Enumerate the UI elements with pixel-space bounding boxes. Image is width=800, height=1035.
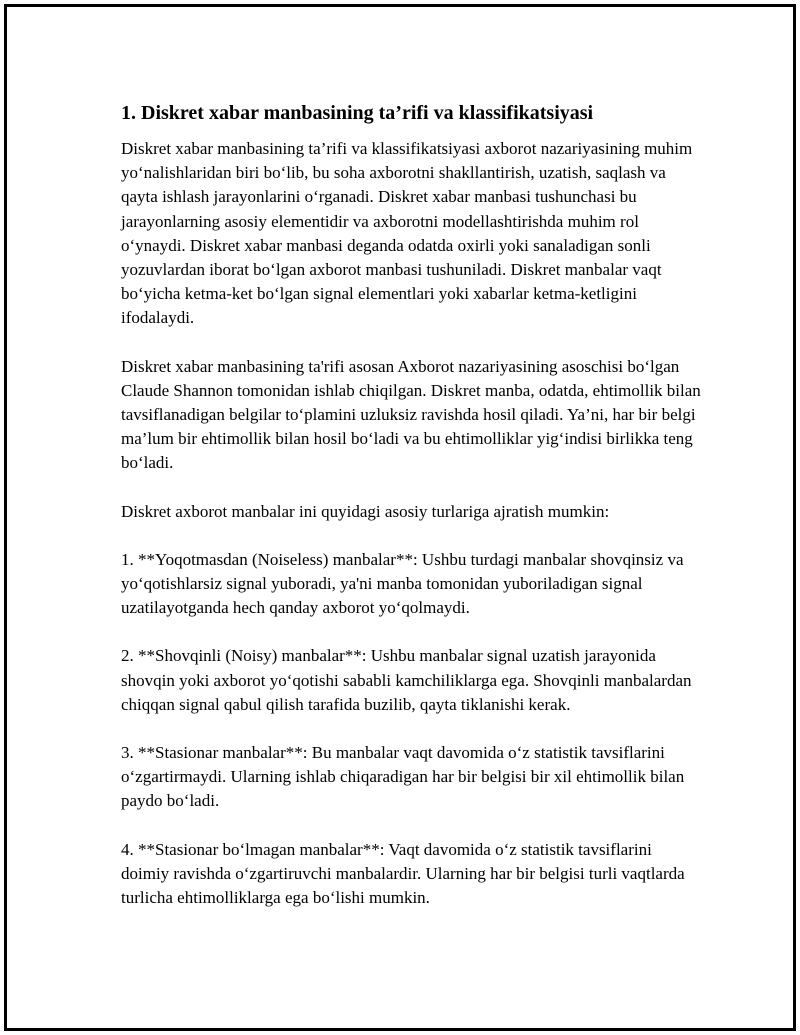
- paragraph-shannon: Diskret xabar manbasining ta'rifi asosan Axborot nazariyasining asoschisi bo‘lgan Claude Shannon tomonidan ishlab chiqilgan. Diskret manba, odatda, ehtimollik bilan tavsiflanadigan belgilar to‘plamini uzluksiz ravishda hosil qiladi. Ya’ni, har bir belgi ma’lum bir ehtimollik bilan hosil bo‘ladi va bu ehtimolliklar yig‘indisi birlikka teng bo‘ladi.: [121, 356, 701, 473]
- list-item-non-stationary: 4. **Stasionar bo‘lmagan manbalar**: Vaqt davomida o‘z statistik tavsiflarini doimiy ravishda o‘zgartiruvchi manbalardir. Ularning har bir belgisi turli vaqtlarda turlicha ehtimolliklarga ega bo‘lishi mumkin.: [121, 839, 685, 908]
- list-item-noisy: 2. **Shovqinli (Noisy) manbalar**: Ushbu manbalar signal uzatish jarayonida shovqin yoki axborot yo‘qotishi sababli kamchiliklarga ega. Shovqinli manbalardan chiqqan signal qabul qilish tarafida buzilib, qayta tiklanishi kerak.: [121, 646, 692, 714]
- document-body: [121, 99, 701, 934]
- page-frame: [4, 4, 796, 1031]
- list-item-stationary: 3. **Stasionar manbalar**: Bu manbalar vaqt davomida o‘z statistik tavsiflarini o‘zgartirmaydi. Ularning ishlab chiqaradigan har bir belgisi bir xil ehtimollik bilan paydo bo‘ladi.: [121, 743, 689, 811]
- document-title: 1. Diskret xabar manbasining ta’rifi va klassifikatsiyasi: [121, 102, 594, 124]
- list-item-noiseless: 1. **Yoqotmasdan (Noiseless) manbalar**: Ushbu turdagi manbalar shovqinsiz va yo‘qotishlarsiz signal yuboradi, ya'ni manba tomonidan yuboriladigan signal uzatilayotganda hech qanday axborot yo‘qolmaydi.: [121, 549, 684, 618]
- paragraph-intro: Diskret xabar manbasining ta’rifi va klassifikatsiyasi axborot nazariyasining muhim yo‘nalishlaridan biri bo‘lib, bu soha axborotni shakllantirish, uzatish, saqlash va qayta ishlash jarayonlarini o‘rganadi. Diskret xabar manbasi tushunchasi bu jarayonlarning asosiy elementidir va axborotni modellashtirishda muhim rol o‘ynaydi. Diskret xabar manbasi deganda odatda oxirli yoki sanaladigan sonli yozuvlardan iborat bo‘lgan axborot manbasi tushuniladi. Diskret manbalar vaqt bo‘yicha ketma-ket bo‘lgan signal elementlari yoki xabarlar ketma-ketligini ifodalaydi.: [121, 139, 693, 328]
- paragraph-types-lead: Diskret axborot manbalar ini quyidagi asosiy turlariga ajratish mumkin:: [121, 501, 610, 521]
